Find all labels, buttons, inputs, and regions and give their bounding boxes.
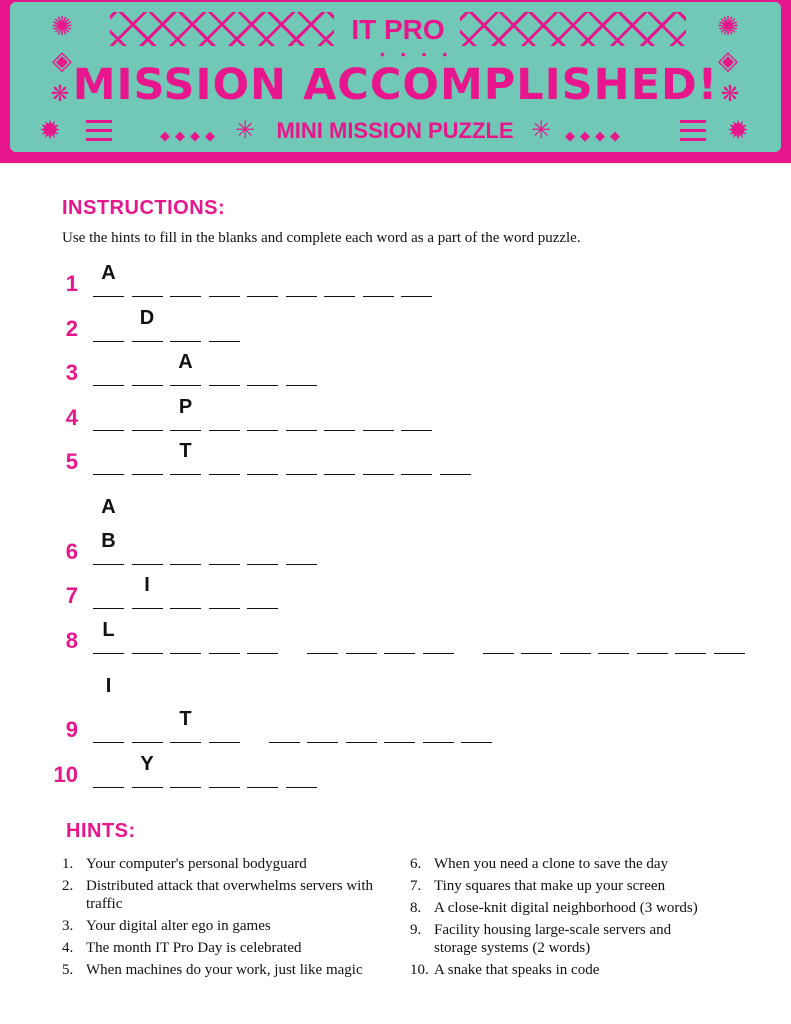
puzzle-row-1: [0, 257, 791, 297]
letter-blank[interactable]: [209, 619, 240, 654]
letter-blank[interactable]: [170, 708, 201, 743]
letter-blank[interactable]: [423, 708, 454, 743]
letter-blank[interactable]: [209, 574, 240, 609]
hint-number: 3.: [62, 918, 74, 934]
letter-blank[interactable]: [363, 262, 394, 297]
letter-blank[interactable]: [132, 530, 163, 565]
letter-blank[interactable]: [170, 574, 201, 609]
given-letter: A: [178, 351, 193, 373]
letter-blank[interactable]: [209, 396, 240, 431]
burst-left-icon: ✳: [234, 116, 256, 144]
burst-right-icon: ✳: [530, 116, 552, 144]
letter-blank[interactable]: [132, 351, 163, 386]
sunburst-right-icon: ✹: [727, 116, 749, 146]
hint-text: The month IT Pro Day is celebrated: [86, 940, 302, 956]
letter-blank[interactable]: [286, 262, 317, 297]
letter-blank[interactable]: [401, 396, 432, 431]
letter-blank[interactable]: [637, 619, 668, 654]
x-pattern-left: [110, 12, 334, 46]
letter-blank[interactable]: [93, 396, 124, 431]
given-letter: A: [101, 262, 116, 284]
standalone-letter: A: [101, 496, 116, 518]
letter-blank[interactable]: [93, 574, 124, 609]
letter-blank[interactable]: [93, 351, 124, 386]
hint-number: 9.: [410, 922, 422, 938]
ornament-diamond-icon: ◈: [52, 46, 72, 76]
letter-blank[interactable]: [170, 307, 201, 342]
letter-blank[interactable]: [346, 619, 377, 654]
letter-blank[interactable]: [324, 396, 355, 431]
letter-blank[interactable]: [363, 396, 394, 431]
letter-blank[interactable]: [170, 440, 201, 475]
hint-number: 4.: [62, 940, 74, 956]
hint-text: Tiny squares that make up your screen: [434, 878, 666, 894]
letter-blank[interactable]: [286, 396, 317, 431]
letter-blank[interactable]: [324, 440, 355, 475]
letter-blank[interactable]: [209, 708, 240, 743]
letter-blank[interactable]: [132, 619, 163, 654]
letter-blank[interactable]: [93, 440, 124, 475]
row-number: 10: [53, 762, 78, 787]
hint-text: When machines do your work, just like magic: [86, 962, 363, 978]
hint-number: 7.: [410, 878, 422, 894]
instructions-text: Use the hints to fill in the blanks and complete each word as a part of the word puzzle.: [62, 230, 581, 246]
letter-blank[interactable]: [423, 619, 454, 654]
given-letter: B: [101, 530, 116, 552]
hint-text: Facility housing large-scale servers and storage systems (2 words): [434, 922, 672, 956]
hint-text: Distributed attack that overwhelms servers with traffic: [86, 878, 374, 912]
letter-blank[interactable]: [132, 440, 163, 475]
letter-blank[interactable]: [247, 396, 278, 431]
letter-blank[interactable]: [247, 753, 278, 788]
lines-right-icon: [680, 120, 706, 147]
letter-blank[interactable]: [93, 262, 124, 297]
row-number: 4: [65, 405, 78, 430]
given-letter: L: [102, 619, 115, 641]
letter-blank[interactable]: [247, 619, 278, 654]
letter-blank[interactable]: [714, 619, 745, 654]
puzzle-row-8: [0, 614, 791, 654]
hint-text: When you need a clone to save the day: [434, 856, 669, 872]
letter-blank[interactable]: [675, 619, 706, 654]
letter-blank[interactable]: [247, 574, 278, 609]
hint-item-2: [62, 877, 397, 913]
letter-blank[interactable]: [209, 530, 240, 565]
letter-blank[interactable]: [384, 619, 415, 654]
hint-item-10: [410, 961, 715, 979]
hints-heading: HINTS:: [66, 820, 136, 842]
letter-blank[interactable]: [170, 262, 201, 297]
hint-number: 10.: [410, 962, 429, 978]
letter-blank[interactable]: [286, 351, 317, 386]
dots-decoration: • • • •: [380, 46, 454, 62]
letter-blank[interactable]: [560, 619, 591, 654]
hint-item-3: [62, 917, 397, 935]
hint-number: 1.: [62, 856, 74, 872]
row-number: 5: [65, 449, 78, 474]
diamonds-right: ◆◆◆◆: [565, 128, 625, 143]
ornament-flower-right-icon: ❋: [720, 82, 740, 107]
puzzle-row-10: [0, 748, 791, 788]
letter-blank[interactable]: [247, 351, 278, 386]
letter-blank[interactable]: [307, 708, 338, 743]
letter-blank[interactable]: [384, 708, 415, 743]
given-letter: D: [139, 307, 155, 329]
given-letter: T: [179, 440, 192, 462]
row-number: 6: [65, 539, 78, 564]
brand-logo: IT PRO: [351, 14, 445, 45]
letter-blank[interactable]: [93, 708, 124, 743]
letter-blank[interactable]: [132, 753, 163, 788]
puzzle-row-4: [0, 391, 791, 431]
letter-blank[interactable]: [286, 530, 317, 565]
letter-blank[interactable]: [401, 262, 432, 297]
instructions-heading: INSTRUCTIONS:: [62, 197, 226, 219]
letter-blank[interactable]: [170, 753, 201, 788]
row-number: 7: [65, 583, 78, 608]
ornament-star-icon: ✺: [51, 12, 73, 42]
hint-item-4: [62, 939, 397, 957]
puzzle-row-5: [0, 435, 791, 475]
letter-blank[interactable]: [247, 262, 278, 297]
letter-blank[interactable]: [132, 262, 163, 297]
given-letter: T: [179, 708, 192, 730]
puzzle-row-6: [0, 525, 791, 565]
hint-item-7: [410, 877, 715, 895]
x-pattern-right: [460, 12, 686, 46]
hint-item-9: [410, 921, 715, 957]
sunburst-left-icon: ✹: [39, 116, 61, 146]
letter-blank[interactable]: [209, 307, 240, 342]
letter-blank[interactable]: [93, 307, 124, 342]
letter-blank[interactable]: [132, 307, 163, 342]
hint-number: 2.: [62, 878, 74, 894]
diamonds-left: ◆◆◆◆: [160, 128, 220, 143]
letter-blank[interactable]: [346, 708, 377, 743]
hint-number: 8.: [410, 900, 422, 916]
letter-blank[interactable]: [170, 530, 201, 565]
hint-text: A snake that speaks in code: [434, 962, 600, 978]
letter-blank[interactable]: [598, 619, 629, 654]
row-number: 8: [65, 628, 78, 653]
letter-blank[interactable]: [521, 619, 552, 654]
letter-blank[interactable]: [247, 530, 278, 565]
ornament-star-right-icon: ✺: [717, 12, 739, 42]
page-title: MISSION ACCOMPLISHED!: [72, 60, 719, 110]
letter-blank[interactable]: [209, 753, 240, 788]
letter-blank[interactable]: [286, 440, 317, 475]
letter-blank[interactable]: [132, 708, 163, 743]
letter-blank[interactable]: [307, 619, 338, 654]
letter-blank[interactable]: [286, 753, 317, 788]
letter-blank[interactable]: [401, 440, 432, 475]
letter-blank[interactable]: [93, 530, 124, 565]
standalone-letter: I: [105, 675, 112, 697]
row-number: 3: [65, 360, 78, 385]
hint-item-5: [62, 961, 397, 979]
page-subtitle: MINI MISSION PUZZLE: [276, 118, 514, 143]
letter-blank[interactable]: [170, 619, 201, 654]
letter-blank[interactable]: [93, 753, 124, 788]
hint-item-8: [410, 899, 715, 917]
hint-number: 5.: [62, 962, 74, 978]
letter-blank[interactable]: [324, 262, 355, 297]
letter-blank[interactable]: [483, 619, 514, 654]
lines-left-icon: [86, 120, 112, 147]
puzzle-row-9: [0, 703, 791, 743]
hint-item-6: [410, 855, 715, 873]
given-letter: Y: [140, 753, 154, 775]
letter-blank[interactable]: [247, 440, 278, 475]
hint-text: Your digital alter ego in games: [86, 918, 271, 934]
letter-blank[interactable]: [132, 574, 163, 609]
letter-blank[interactable]: [363, 440, 394, 475]
puzzle-row-7: [0, 569, 791, 609]
puzzle-row-2: [0, 302, 791, 342]
letter-blank[interactable]: [170, 351, 201, 386]
row-number: 2: [65, 316, 78, 341]
ornament-diamond-right-icon: ◈: [718, 46, 738, 76]
letter-blank[interactable]: [440, 440, 471, 475]
given-letter: P: [178, 396, 193, 418]
ornament-flower-icon: ❋: [50, 82, 70, 107]
row-number: 1: [65, 271, 78, 296]
letter-blank[interactable]: [269, 708, 300, 743]
letter-blank[interactable]: [209, 262, 240, 297]
letter-blank[interactable]: [93, 619, 124, 654]
letter-blank[interactable]: [209, 351, 240, 386]
letter-blank[interactable]: [461, 708, 492, 743]
letter-blank[interactable]: [170, 396, 201, 431]
hint-text: Your computer's personal bodyguard: [86, 856, 307, 872]
puzzle-row-3: [0, 346, 791, 386]
row-number: 9: [65, 717, 78, 742]
letter-blank[interactable]: [132, 396, 163, 431]
header-banner: [0, 0, 791, 163]
hint-item-1: [62, 855, 397, 873]
hint-text: A close-knit digital neighborhood (3 words): [434, 900, 698, 916]
hint-number: 6.: [410, 856, 422, 872]
letter-blank[interactable]: [209, 440, 240, 475]
given-letter: I: [144, 574, 150, 596]
